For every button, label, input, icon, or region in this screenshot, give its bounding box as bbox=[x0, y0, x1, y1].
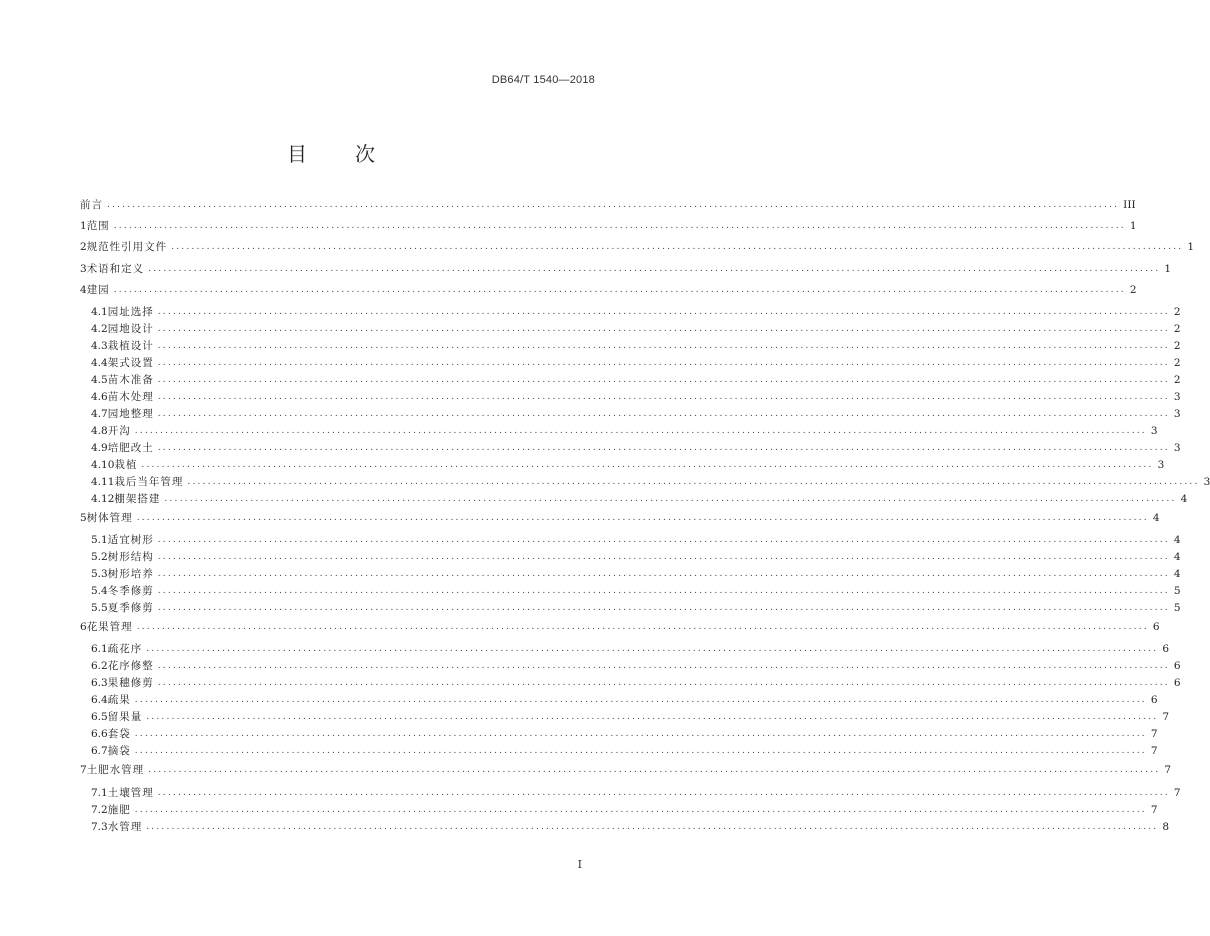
toc-entry-number: 7.3 bbox=[91, 820, 108, 833]
toc-entry[interactable] bbox=[80, 259, 1172, 280]
toc-entry[interactable] bbox=[80, 508, 1160, 529]
toc-entry-page: 6 bbox=[1152, 621, 1160, 634]
toc-entry-number: 4.12 bbox=[91, 492, 115, 505]
toc-leader-dots: ........................................................................................................................................................................................................ bbox=[134, 425, 1147, 436]
toc-entry-number: 2 bbox=[80, 241, 87, 254]
toc-entry[interactable] bbox=[80, 423, 1158, 440]
toc-entry-number: 3 bbox=[80, 262, 87, 275]
toc-entry-page: 7 bbox=[1150, 728, 1158, 741]
toc-entry-title: 架式设置 bbox=[107, 356, 154, 369]
toc-entry-title: 疏果 bbox=[107, 694, 131, 707]
toc-entry-number: 5.1 bbox=[91, 534, 108, 547]
toc-entry-number: 6.5 bbox=[91, 711, 108, 724]
toc-entry-page: 3 bbox=[1150, 424, 1158, 437]
toc-entry-number: 4.11 bbox=[91, 475, 115, 488]
toc-entry-title: 树形培养 bbox=[107, 568, 154, 581]
toc-entry-page: 4 bbox=[1173, 568, 1181, 581]
toc-entry-number: 5.3 bbox=[91, 568, 108, 581]
toc-entry-title: 园地整理 bbox=[107, 407, 154, 420]
toc-entry-page: 1 bbox=[1164, 262, 1172, 275]
toc-leader-dots: ........................................................................................................................................................................................................ bbox=[157, 678, 1170, 689]
toc-entry-page: 4 bbox=[1173, 551, 1181, 564]
toc-entry-number: 4.10 bbox=[91, 458, 115, 471]
toc-entry-page: 2 bbox=[1173, 305, 1181, 318]
toc-entry-title: 疏花序 bbox=[107, 643, 143, 656]
toc-entry-title: 花序修整 bbox=[107, 660, 154, 673]
toc-leader-dots: ........................................................................................................................................................................................................ bbox=[157, 586, 1170, 597]
toc-entry-title: 花果管理 bbox=[86, 621, 133, 634]
toc-entry[interactable] bbox=[80, 566, 1181, 583]
toc-entry-title: 园地设计 bbox=[107, 322, 154, 335]
toc-entry-page: 7 bbox=[1150, 803, 1158, 816]
toc-leader-dots: ........................................................................................................................................................................................................ bbox=[157, 340, 1170, 351]
toc-entry-page: 6 bbox=[1173, 660, 1181, 673]
toc-leader-dots: ........................................................................................................................................................................................................ bbox=[136, 622, 1149, 633]
toc-entry[interactable] bbox=[80, 216, 1137, 237]
toc-entry-number: 6.4 bbox=[91, 694, 108, 707]
toc-entry[interactable] bbox=[80, 304, 1181, 321]
toc-leader-dots: ........................................................................................................................................................................................................ bbox=[134, 729, 1147, 740]
toc-entry-page: 6 bbox=[1150, 694, 1158, 707]
toc-leader-dots: ........................................................................................................................................................................................................ bbox=[157, 391, 1170, 402]
toc-leader-dots: ........................................................................................................................................................................................................ bbox=[134, 746, 1147, 757]
toc-entry-number: 7.2 bbox=[91, 803, 108, 816]
toc-entry-number: 6.1 bbox=[91, 643, 108, 656]
toc-entry-page: 7 bbox=[1162, 711, 1170, 724]
toc-entry[interactable] bbox=[80, 321, 1181, 338]
toc-entry-title: 栽植设计 bbox=[107, 339, 154, 352]
toc-entry-title: 棚架搭建 bbox=[114, 492, 161, 505]
toc-entry-title: 栽后当年管理 bbox=[114, 475, 184, 488]
toc-entry-title: 冬季修剪 bbox=[107, 585, 154, 598]
toc-entry-page: 7 bbox=[1173, 786, 1181, 799]
toc-leader-dots: ........................................................................................................................................................................................................ bbox=[157, 569, 1170, 580]
toc-entry[interactable] bbox=[80, 617, 1160, 638]
toc-entry-number: 6.2 bbox=[91, 660, 108, 673]
toc-leader-dots: ........................................................................................................................................................................................................ bbox=[157, 661, 1170, 672]
toc-entry[interactable] bbox=[80, 583, 1181, 600]
toc-entry-title: 建园 bbox=[86, 283, 110, 296]
toc-leader-dots: ........................................................................................................................................................................................................ bbox=[148, 765, 1161, 776]
toc-entry-number: 4.1 bbox=[91, 305, 108, 318]
toc-entry[interactable] bbox=[80, 338, 1181, 355]
toc-entry[interactable] bbox=[80, 406, 1181, 423]
toc-entry-page: 6 bbox=[1162, 643, 1170, 656]
toc-entry[interactable] bbox=[80, 692, 1158, 709]
toc-leader-dots: ........................................................................................................................................................................................................ bbox=[157, 787, 1170, 798]
toc-entry-number: 7.1 bbox=[91, 786, 108, 799]
toc-leader-dots: ........................................................................................................................................................................................................ bbox=[157, 552, 1170, 563]
toc-entry-page: 2 bbox=[1173, 322, 1181, 335]
toc-entry-title: 摘袋 bbox=[107, 745, 131, 758]
toc-entry-title: 前言 bbox=[80, 198, 103, 211]
toc-entry-page: 3 bbox=[1157, 458, 1165, 471]
toc-leader-dots: ........................................................................................................................................................................................................ bbox=[141, 459, 1154, 470]
toc-leader-dots: ........................................................................................................................................................................................................ bbox=[134, 804, 1147, 815]
toc-entry-page: 3 bbox=[1173, 390, 1181, 403]
toc-entry-number: 7 bbox=[80, 764, 87, 777]
toc-entry-number: 4.5 bbox=[91, 373, 108, 386]
toc-leader-dots: ........................................................................................................................................................................................................ bbox=[171, 242, 1184, 253]
toc-entry-page: 2 bbox=[1173, 356, 1181, 369]
toc-entry[interactable] bbox=[80, 600, 1181, 617]
toc-leader-dots: ........................................................................................................................................................................................................ bbox=[146, 821, 1159, 832]
toc-entry-page: 1 bbox=[1187, 241, 1195, 254]
toc-entry-page: 5 bbox=[1173, 602, 1181, 615]
toc-entry-page: 4 bbox=[1173, 534, 1181, 547]
toc-leader-dots: ........................................................................................................................................................................................................ bbox=[157, 603, 1170, 614]
toc-leader-dots: ........................................................................................................................................................................................................ bbox=[157, 535, 1170, 546]
toc-entry-title: 规范性引用文件 bbox=[86, 241, 168, 254]
toc-entry-title: 树形结构 bbox=[107, 551, 154, 564]
toc-entry-number: 5 bbox=[80, 511, 87, 524]
toc-leader-dots: ........................................................................................................................................................................................................ bbox=[157, 442, 1170, 453]
toc-entry-number: 4.9 bbox=[91, 441, 108, 454]
toc-entry-title: 苗木准备 bbox=[107, 373, 154, 386]
toc-leader-dots: ........................................................................................................................................................................................................ bbox=[146, 712, 1159, 723]
toc-leader-dots: ........................................................................................................................................................................................................ bbox=[157, 323, 1170, 334]
toc-entry-number: 4.3 bbox=[91, 339, 108, 352]
toc-entry-title: 园址选择 bbox=[107, 305, 154, 318]
toc-entry-number: 6.7 bbox=[91, 745, 108, 758]
toc-entry-page: 2 bbox=[1173, 373, 1181, 386]
document-code: DB64/T 1540—2018 bbox=[491, 74, 595, 86]
toc-entry[interactable] bbox=[80, 440, 1181, 457]
toc-entry-page: 8 bbox=[1162, 820, 1170, 833]
toc-leader-dots: ........................................................................................................................................................................................................ bbox=[157, 306, 1170, 317]
toc-entry-number: 4.2 bbox=[91, 322, 108, 335]
toc-entry-number: 6.6 bbox=[91, 728, 108, 741]
toc-entry[interactable] bbox=[80, 760, 1172, 781]
toc-entry-title: 栽植 bbox=[114, 458, 138, 471]
toc-entry-page: 7 bbox=[1150, 745, 1158, 758]
toc-entry-title: 范围 bbox=[86, 220, 110, 233]
toc-leader-dots: ........................................................................................................................................................................................................ bbox=[187, 476, 1200, 487]
toc-entry[interactable] bbox=[80, 743, 1158, 760]
toc-entry-page: 4 bbox=[1152, 511, 1160, 524]
toc-leader-dots: ........................................................................................................................................................................................................ bbox=[164, 493, 1177, 504]
toc-entry[interactable] bbox=[80, 785, 1181, 802]
toc-entry-page: 3 bbox=[1173, 441, 1181, 454]
toc-entry[interactable] bbox=[80, 802, 1158, 819]
toc-entry[interactable] bbox=[80, 726, 1158, 743]
toc-entry[interactable] bbox=[80, 280, 1137, 301]
toc-entry-title: 夏季修剪 bbox=[107, 602, 154, 615]
toc-entry-number: 1 bbox=[80, 220, 87, 233]
toc-entry-number: 4.8 bbox=[91, 424, 108, 437]
toc-entry-page: 2 bbox=[1173, 339, 1181, 352]
toc-entry-page: 6 bbox=[1173, 677, 1181, 690]
toc-entry-page: 5 bbox=[1173, 585, 1181, 598]
toc-entry-title: 留果量 bbox=[107, 711, 143, 724]
toc-leader-dots: ........................................................................................................................................................................................................ bbox=[157, 408, 1170, 419]
toc-entry[interactable] bbox=[80, 389, 1181, 406]
toc-entry-title: 施肥 bbox=[107, 803, 131, 816]
toc-leader-dots: ........................................................................................................................................................................................................ bbox=[107, 199, 1120, 210]
toc-entry-page: III bbox=[1123, 198, 1136, 211]
toc-entry-page: 7 bbox=[1164, 764, 1172, 777]
toc-entry[interactable] bbox=[80, 474, 1210, 491]
toc-entry-page: 2 bbox=[1129, 283, 1137, 296]
toc-entry-title: 套袋 bbox=[107, 728, 131, 741]
toc-entry-number: 5.4 bbox=[91, 585, 108, 598]
toc-leader-dots: ........................................................................................................................................................................................................ bbox=[157, 357, 1170, 368]
toc-leader-dots: ........................................................................................................................................................................................................ bbox=[148, 263, 1161, 274]
toc-entry-title: 树体管理 bbox=[86, 511, 133, 524]
toc-entry-title: 土壤管理 bbox=[107, 786, 154, 799]
toc-entry[interactable] bbox=[80, 549, 1181, 566]
toc-entry-title: 适宜树形 bbox=[107, 534, 154, 547]
toc-entry[interactable] bbox=[80, 641, 1170, 658]
toc-entry-number: 6.3 bbox=[91, 677, 108, 690]
toc-leader-dots: ........................................................................................................................................................................................................ bbox=[113, 221, 1126, 232]
toc-entry[interactable] bbox=[80, 819, 1170, 836]
toc-entry[interactable] bbox=[80, 658, 1181, 675]
toc-entry[interactable] bbox=[80, 372, 1181, 389]
toc-entry[interactable] bbox=[80, 491, 1188, 508]
toc-entry-title: 果穗修剪 bbox=[107, 677, 154, 690]
toc-entry-number: 4.7 bbox=[91, 407, 108, 420]
toc-entry[interactable] bbox=[80, 195, 1136, 216]
toc-entry-title: 术语和定义 bbox=[86, 262, 145, 275]
toc-entry-number: 5.2 bbox=[91, 551, 108, 564]
toc-entry-number: 6 bbox=[80, 621, 87, 634]
toc-entry-page: 3 bbox=[1173, 407, 1181, 420]
toc-leader-dots: ........................................................................................................................................................................................................ bbox=[157, 374, 1170, 385]
toc-entry-title: 开沟 bbox=[107, 424, 131, 437]
toc-entry-number: 5.5 bbox=[91, 602, 108, 615]
toc-entry-page: 3 bbox=[1203, 475, 1210, 488]
toc-entry-title: 土肥水管理 bbox=[86, 764, 145, 777]
toc-leader-dots: ........................................................................................................................................................................................................ bbox=[134, 695, 1147, 706]
toc-leader-dots: ........................................................................................................................................................................................................ bbox=[136, 512, 1149, 523]
toc-entry[interactable] bbox=[80, 532, 1181, 549]
toc-entry-page: 1 bbox=[1129, 220, 1137, 233]
toc-leader-dots: ........................................................................................................................................................................................................ bbox=[146, 644, 1159, 655]
toc-entry[interactable] bbox=[80, 675, 1181, 692]
toc-title: 目 次 bbox=[287, 142, 389, 166]
toc-entry-title: 培肥改土 bbox=[107, 441, 154, 454]
toc-entry-number: 4 bbox=[80, 283, 87, 296]
toc-leader-dots: ........................................................................................................................................................................................................ bbox=[113, 284, 1126, 295]
toc-entry-title: 水管理 bbox=[107, 820, 143, 833]
toc-entry[interactable] bbox=[80, 709, 1170, 726]
toc-entry-title: 苗木处理 bbox=[107, 390, 154, 403]
toc-entry[interactable] bbox=[80, 355, 1181, 372]
toc-entry-number: 4.4 bbox=[91, 356, 108, 369]
toc-entry[interactable] bbox=[80, 237, 1195, 258]
toc-entry-number: 4.6 bbox=[91, 390, 108, 403]
page-number: I bbox=[577, 858, 582, 871]
table-of-contents bbox=[80, 195, 1210, 836]
toc-entry[interactable] bbox=[80, 457, 1165, 474]
toc-entry-page: 4 bbox=[1180, 492, 1188, 505]
